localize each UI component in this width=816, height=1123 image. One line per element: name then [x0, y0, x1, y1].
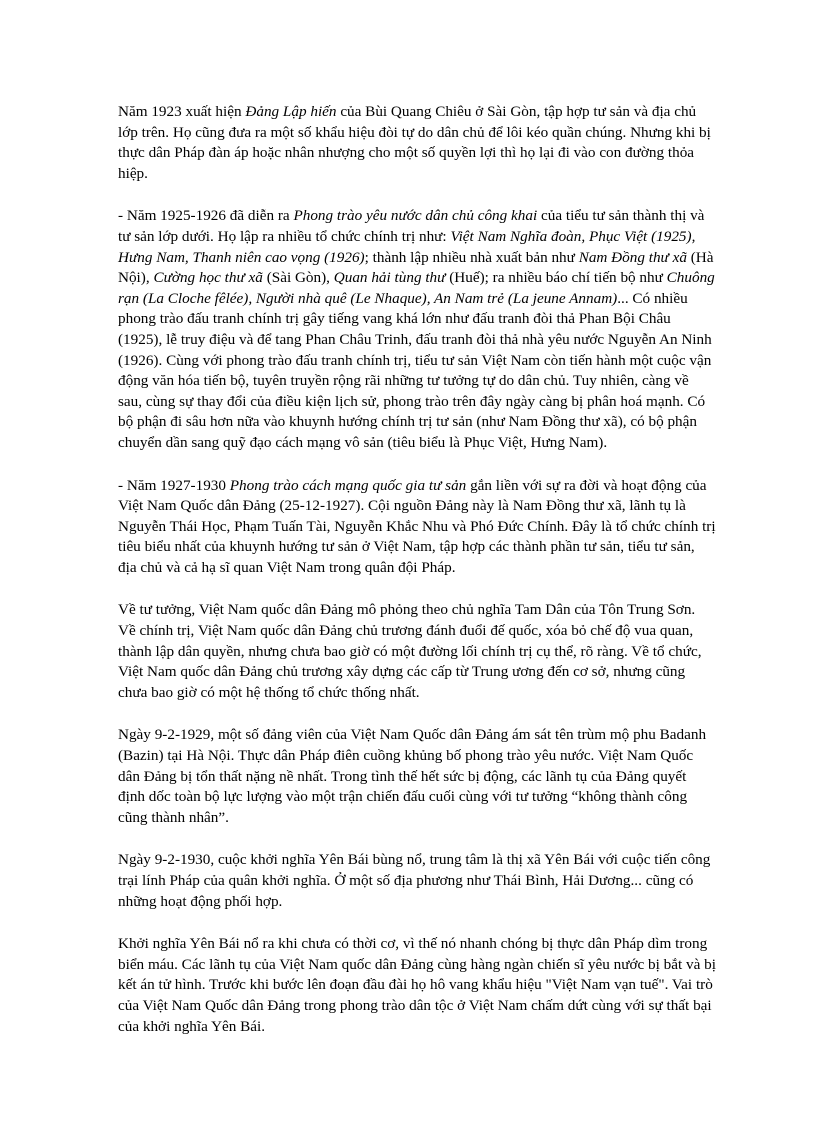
text-run: Khởi nghĩa Yên Bái nổ ra khi chưa có thời cơ, vì thế nó nhanh chóng bị thực dân Pháp dìm trong biển máu. Các lãnh tụ của Việt Nam quốc dân Đảng cùng hàng ngàn chiến sĩ yêu nước bị bắt và bị kết án tử hình. Trước khi bước lên đoạn đầu đài họ hô vang khẩu hiệu "Việt Nam vạn tuế". Vai trò của Việt Nam Quốc dân Đảng trong phong trào dân tộc ở Việt Nam chấm dứt cùng với sự thất bại của khởi nghĩa Yên Bái.: [118, 935, 716, 1035]
text-run: Ngày 9-2-1930, cuộc khởi nghĩa Yên Bái bùng nổ, trung tâm là thị xã Yên Bái với cuộc tiến công trại lính Pháp của quân khởi nghĩa. Ở một số địa phương như Thái Bình, Hải Dương... cũng có những hoạt động phối hợp.: [118, 851, 711, 910]
text-run: (Sài Gòn),: [262, 269, 334, 287]
paragraph-khoi-nghia-yen-bai: [118, 934, 716, 1037]
text-run: ... Có nhiều phong trào đấu tranh chính trị gây tiếng vang khá lớn như đấu tranh đòi thả Phan Bội Châu (1925), lễ truy điệu và để tang Phan Châu Trinh, đấu tranh đòi thả nhà yêu nước Nguyễn An Ninh (1926). Cùng với phong trào đấu tranh chính trị, tiểu tư sản Việt Nam còn tiến hành một cuộc vận động văn hóa tiến bộ, tuyên truyền rộng rãi những tư tưởng tự do dân chủ. Tuy nhiên, càng về sau, cùng sự thay đổi của điều kiện lịch sử, phong trào trên đây ngày càng bị phân hoá mạnh. Có bộ phận đi sâu hơn nữa vào khuynh hướng chính trị tư sản (như Nam Đồng thư xã), có bộ phận chuyển dần sang quỹ đạo cách mạng vô sản (tiêu biểu là Phục Việt, Hưng Nam).: [118, 289, 712, 451]
text-run: Năm 1923 xuất hiện: [118, 103, 246, 120]
paragraph-dang-lap-hien: [118, 102, 716, 184]
paragraph-ngay-9-2-1930: [118, 850, 716, 912]
text-run: - Năm 1925-1926 đã diễn ra: [118, 207, 294, 225]
italic-text-run: Quan hải tùng thư: [333, 269, 446, 287]
text-run: Về tư tưởng, Việt Nam quốc dân Đảng mô phỏng theo chủ nghĩa Tam Dân của Tôn Trung Sơn. Về chính trị, Việt Nam quốc dân Đảng chủ trương đánh đuổi đế quốc, xóa bỏ chế độ vua quan, thành lập dân quyền, nhưng chưa bao giờ có một đường lối chính trị cụ thể, rõ ràng. Về tổ chức, Việt Nam quốc dân Đảng chủ trương xây dựng các cấp từ Trung ương đến cơ sở, nhưng cũng chưa bao giờ có một hệ thống tổ chức thống nhất.: [118, 601, 702, 701]
text-run: - Năm 1927-1930: [118, 476, 230, 494]
italic-text-run: Phong trào cách mạng quốc gia tư sản: [229, 476, 467, 494]
text-run: Ngày 9-2-1929, một số đảng viên của Việt Nam Quốc dân Đảng ám sát tên trùm mộ phu Badanh (Bazin) tại Hà Nội. Thực dân Pháp điên cuồng khủng bố phong trào yêu nước. Việt Nam Quốc dân Đảng bị tổn thất nặng nề nhất. Trong tình thế hết sức bị động, các lãnh tụ của Đảng quyết định dốc toàn bộ lực lượng vào một trận chiến đấu cuối cùng với tư tưởng “không thành công cũng thành nhân”.: [118, 726, 707, 826]
italic-text-run: Nam Đồng thư xã: [578, 248, 687, 266]
paragraph-ve-tu-tuong: [118, 600, 716, 703]
text-run: (Huế); ra nhiều báo chí tiến bộ như: [445, 269, 667, 287]
text-run: (Hà Nội),: [118, 248, 714, 287]
paragraph-phong-trao-1925-1926: [118, 206, 716, 453]
text-run: ; thành lập nhiều nhà xuất bản như: [364, 248, 579, 266]
text-run: của tiểu tư sản thành thị và tư sản lớp dưới. Họ lập ra nhiều tổ chức chính trị như:: [118, 207, 705, 245]
text-run: gắn liền với sự ra đời và hoạt động của Việt Nam Quốc dân Đảng (25-12-1927). Cội nguồn Đảng này là Nam Đồng thư xã, lãnh tụ là Nguyễn Thái Học, Phạm Tuấn Tài, Nguyễn Khắc Nhu và Phó Đức Chính. Đây là tổ chức chính trị tiêu biểu nhất của khuynh hướng tư sản ở Việt Nam, tập hợp các thành phần tư sản, tiểu tư sản, địa chủ và cả hạ sĩ quan Việt Nam trong quân đội Pháp.: [118, 476, 716, 576]
italic-text-run: Phong trào yêu nước dân chủ công khai: [293, 207, 538, 225]
paragraph-phong-trao-1927-1930: [118, 476, 716, 579]
paragraph-ngay-9-2-1929: [118, 725, 716, 828]
italic-text-run: Chuông rạn (La Cloche fêlée), Người nhà quê (Le Nhaque), An Nam trẻ (La jeune Annam): [118, 269, 715, 307]
italic-text-run: Đảng Lập hiến: [245, 103, 337, 120]
italic-text-run: Việt Nam Nghĩa đoàn, Phục Việt (1925), Hưng Nam, Thanh niên cao vọng (1926): [118, 227, 696, 266]
text-run: của Bùi Quang Chiêu ở Sài Gòn, tập hợp tư sản và địa chủ lớp trên. Họ cũng đưa ra một số khẩu hiệu đòi tự do dân chủ để lôi kéo quần chúng. Nhưng khi bị thực dân Pháp đàn áp hoặc nhân nhượng cho một số quyền lợi thì họ lại đi vào con đường thỏa hiệp.: [118, 103, 711, 182]
italic-text-run: Cường học thư xã: [153, 269, 263, 287]
